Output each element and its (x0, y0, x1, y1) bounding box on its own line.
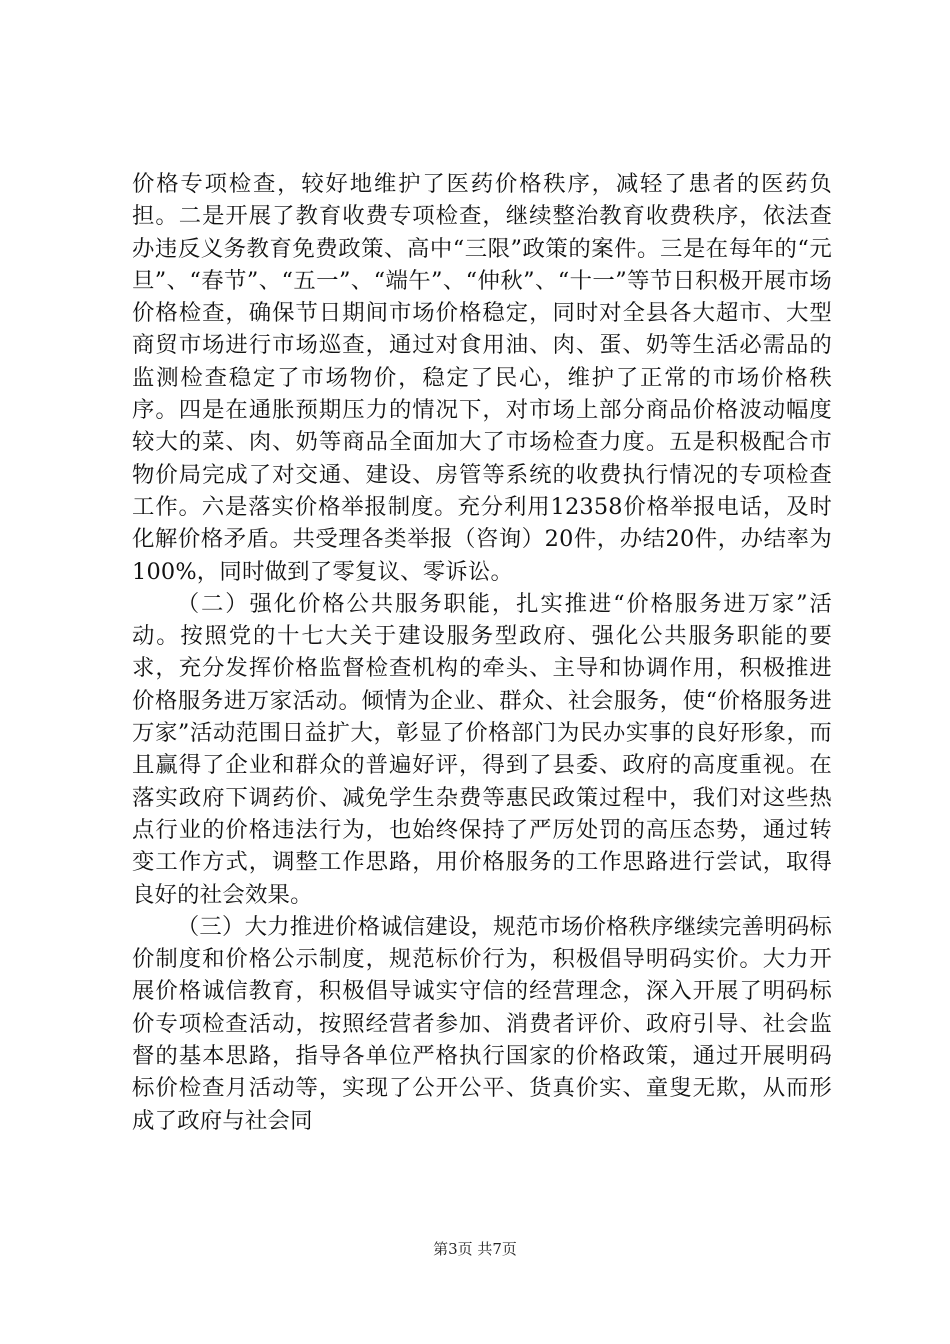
document-body (132, 168, 832, 1137)
page-number-footer: 第3页 共7页 (433, 1240, 517, 1258)
paragraph-3: （三）大力推进价格诚信建设，规范市场价格秩序继续完善明码标价制度和价格公示制度，规范标价行为，积极倡导明码实价。大力开展价格诚信教育，积极倡导诚实守信的经营理念，深入开展了明码标价专项检查活动，按照经营者参加、消费者评价、政府引导、社会监督的基本思路，指导各单位严格执行国家的价格政策，通过开展明码标价检查月活动等，实现了公开公平、货真价实、童叟无欺，从而形成了政府与社会同 (132, 913, 832, 1134)
paragraph-2: （二）强化价格公共服务职能，扎实推进“价格服务进万家”活动。按照党的十七大关于建设服务型政府、强化公共服务职能的要求，充分发挥价格监督检查机构的牵头、主导和协调作用，积极推进价格服务进万家活动。倾情为企业、群众、社会服务，使“价格服务进万家”活动范围日益扩大，彰显了价格部门为民办实事的良好形象，而且赢得了企业和群众的普遍好评，得到了县委、政府的高度重视。在落实政府下调药价、减免学生杂费等惠民政策过程中，我们对这些热点行业的价格违法行为，也始终保持了严厉处罚的高压态势，通过转变工作方式，调整工作思路，用价格服务的工作思路进行尝试，取得良好的社会效果。 (132, 590, 832, 908)
paragraph-1: 价格专项检查，较好地维护了医药价格秩序，减轻了患者的医药负担。二是开展了教育收费专项检查，继续整治教育收费秩序，依法查办违反义务教育免费政策、高中“三限”政策的案件。三是在每年的“元旦”、“春节”、“五一”、“端午”、“仲秋”、“十一”等节日积极开展市场价格检查，确保节日期间市场价格稳定，同时对全县各大超市、大型商贸市场进行市场巡查，通过对食用油、肉、蛋、奶等生活必需品的监测检查稳定了市场物价，稳定了民心，维护了正常的市场价格秩序。四是在通胀预期压力的情况下，对市场上部分商品价格波动幅度较大的菜、肉、奶等商品全面加大了市场检查力度。五是积极配合市物价局完成了对交通、建设、房管等系统的收费执行情况的专项检查工作。六是落实价格举报制度。充分利用12358价格举报电话，及时化解价格矛盾。共受理各类举报（咨询）20件，办结20件，办结率为100%，同时做到了零复议、零诉讼。 (132, 171, 832, 585)
